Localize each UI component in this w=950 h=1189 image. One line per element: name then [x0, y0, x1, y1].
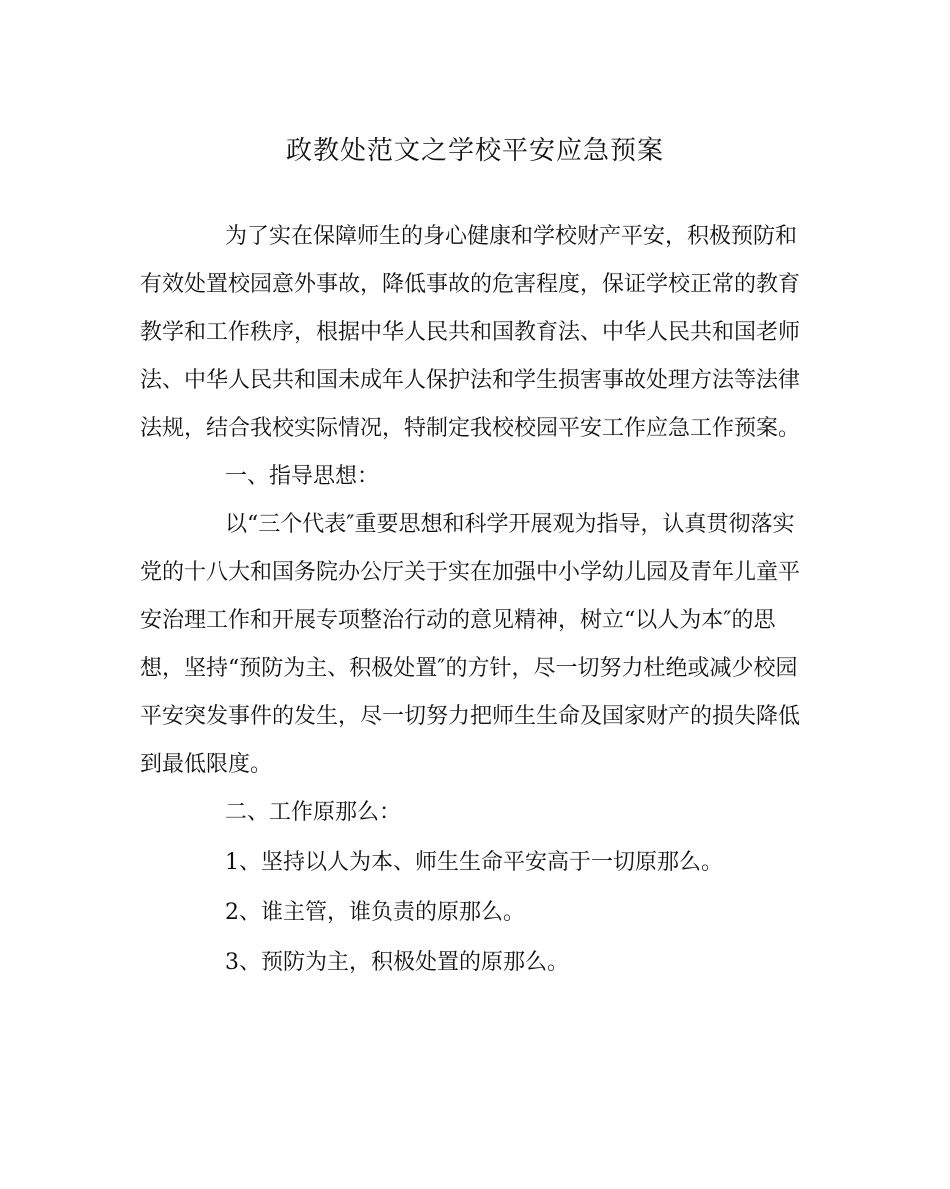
paragraph-line: 法、中华人民共和国未成年人保护法和学生损害事故处理方法等法律 — [140, 368, 801, 393]
document-title: 政教处范文之学校平安应急预案 — [285, 136, 664, 166]
paragraph-line: 教学和工作秩序，根据中华人民共和国教育法、中华人民共和国老师 — [140, 320, 801, 345]
paragraph-line: 安治理工作和开展专项整治行动的意见精神，树立“以人为本″的思 — [140, 608, 776, 633]
paragraph-line: 平安突发事件的发生，尽一切努力把师生生命及国家财产的损失降低 — [140, 704, 801, 729]
paragraph-line: 法规，结合我校实际情况，特制定我校校园平安工作应急工作预案。 — [140, 416, 801, 441]
paragraph-line: 有效处置校园意外事故，降低事故的危害程度，保证学校正常的教育 — [140, 272, 801, 297]
paragraph-line: 想，坚持“预防为主、积极处置″的方针，尽一切努力杜绝或减少校园 — [140, 656, 798, 681]
list-item: 2、谁主管，谁负责的原那么。 — [225, 900, 525, 925]
paragraph-line: 党的十八大和国务院办公厅关于实在加强中小学幼儿园及青年儿童平 — [140, 560, 801, 585]
section-heading: 二、工作原那么： — [225, 800, 402, 825]
paragraph-line: 为了实在保障师生的身心健康和学校财产平安，积极预防和 — [225, 224, 798, 249]
paragraph-line: 以“三个代表″重要思想和科学开展观为指导，认真贯彻落实 — [225, 512, 795, 537]
paragraph-line: 到最低限度。 — [140, 752, 273, 777]
list-item: 3、预防为主，积极处置的原那么。 — [225, 950, 569, 975]
section-heading: 一、指导思想： — [225, 464, 380, 489]
list-item: 1、坚持以人为本、师生生命平安高于一切原那么。 — [225, 850, 723, 875]
